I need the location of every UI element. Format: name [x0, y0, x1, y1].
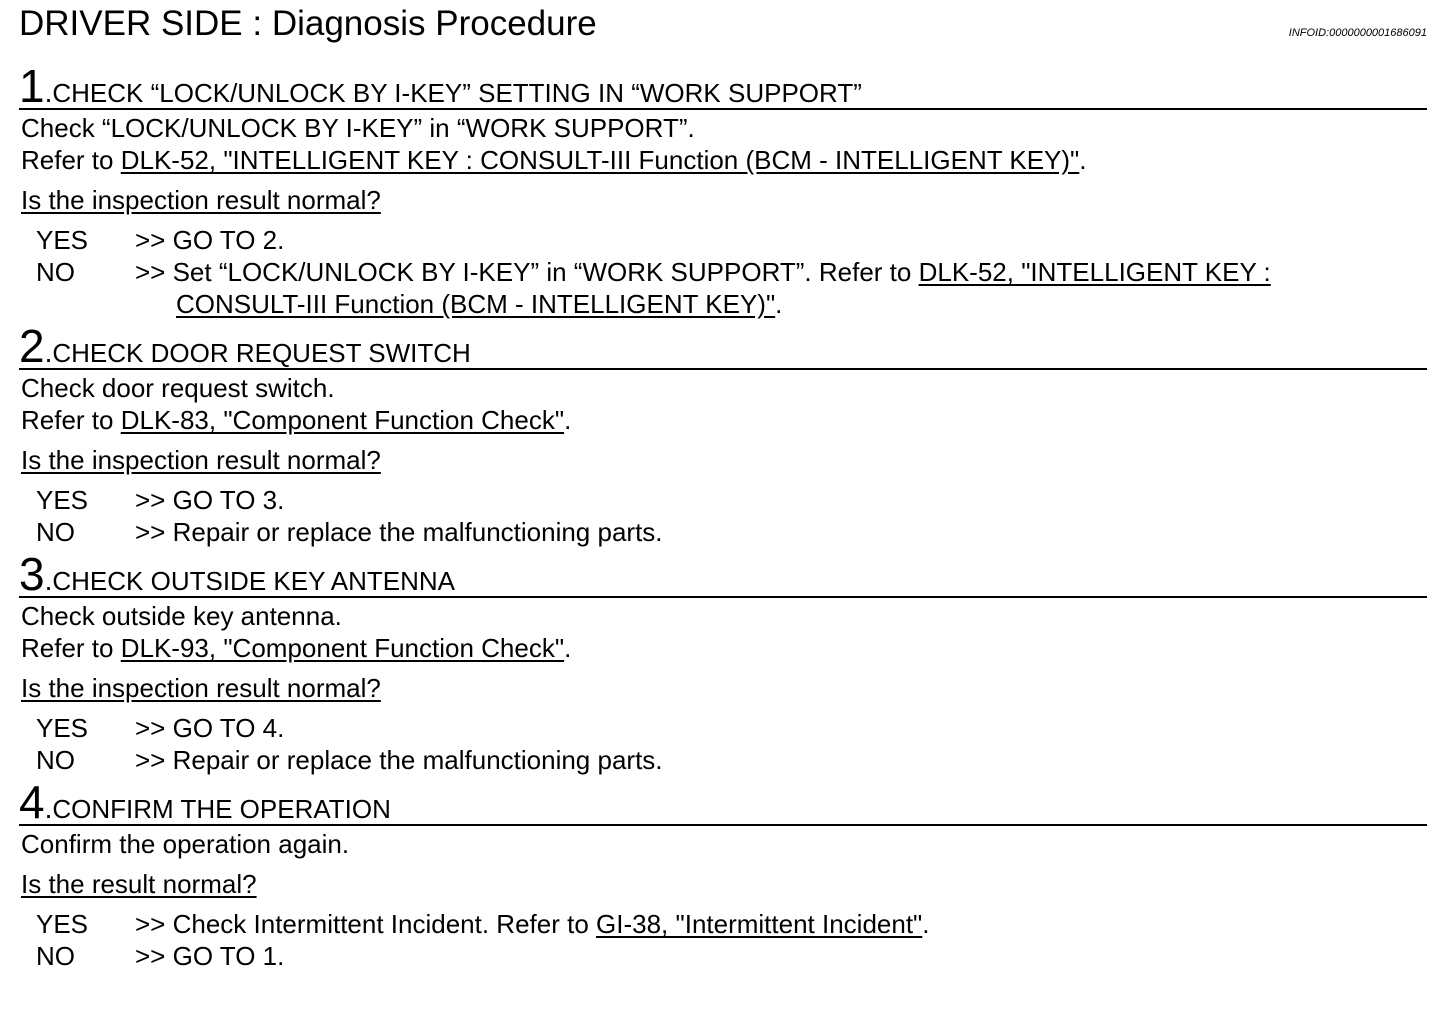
answer-text: >> GO TO 2. [135, 225, 285, 255]
step-title: CHECK OUTSIDE KEY ANTENNA [52, 566, 455, 596]
answer-yes [19, 908, 1427, 940]
instruction-text: Check outside key antenna. [21, 601, 342, 631]
answer-text: >> GO TO 1. [135, 941, 285, 971]
answer-no [19, 940, 1427, 972]
refer-line: Refer to DLK-52, "INTELLIGENT KEY : CONSULT-III Function (BCM - INTELLIGENT KEY)". [21, 145, 1087, 175]
info-id: INFOID:0000000001686091 [1288, 27, 1427, 39]
refer-line: Refer to DLK-93, "Component Function Check". [21, 633, 572, 663]
answer-text: >> GO TO 4. [135, 713, 285, 743]
answer-yes [19, 484, 1427, 516]
answer-text: >> Set “LOCK/UNLOCK BY I-KEY” in “WORK SUPPORT”. Refer to DLK-52, "INTELLIGENT KEY : CONSULT-III Function (BCM - INTELLIGENT KEY)". [135, 257, 1271, 319]
step-heading [19, 320, 1427, 370]
step-4 [19, 776, 1427, 972]
step-heading [19, 776, 1427, 826]
step-dot: . [44, 77, 53, 108]
answer-yes [19, 712, 1427, 744]
step-dot: . [44, 337, 53, 368]
answer-text: >> Repair or replace the malfunctioning parts. [135, 517, 663, 547]
step-dot: . [44, 793, 53, 824]
step-heading [19, 60, 1427, 110]
answer-label: NO [36, 257, 75, 287]
step-dot: . [44, 565, 53, 596]
reference-link[interactable]: GI-38, "Intermittent Incident" [596, 909, 923, 939]
step-number: 4 [19, 776, 45, 828]
answer-text: >> GO TO 3. [135, 485, 285, 515]
reference-link[interactable]: DLK-52, "INTELLIGENT KEY : [918, 257, 1271, 287]
step-title: CHECK “LOCK/UNLOCK BY I-KEY” SETTING IN “WORK SUPPORT” [52, 78, 862, 108]
step-number: 1 [19, 60, 45, 112]
reference-link-continued[interactable]: CONSULT-III Function (BCM - INTELLIGENT KEY)" [176, 289, 776, 319]
step-2 [19, 320, 1427, 548]
answer-yes [19, 224, 1427, 256]
document-page [19, 0, 1427, 972]
answer-text: >> Check Intermittent Incident. Refer to GI-38, "Intermittent Incident". [135, 909, 930, 939]
answer-label: NO [36, 941, 75, 971]
answer-label: YES [36, 713, 89, 743]
instruction-text: Confirm the operation again. [21, 829, 350, 859]
answer-no [19, 744, 1427, 776]
instruction-text: Check “LOCK/UNLOCK BY I-KEY” in “WORK SUPPORT”. [21, 113, 695, 143]
page-title: DRIVER SIDE : Diagnosis Procedure [19, 4, 597, 43]
answer-label: YES [36, 909, 89, 939]
question-text: Is the inspection result normal? [21, 185, 381, 215]
step-1 [19, 60, 1427, 320]
question-text: Is the inspection result normal? [21, 673, 381, 703]
refer-line: Refer to DLK-83, "Component Function Check". [21, 405, 572, 435]
step-number: 3 [19, 548, 45, 600]
step-title: CONFIRM THE OPERATION [52, 794, 391, 824]
step-3 [19, 548, 1427, 776]
page-header [19, 0, 1427, 60]
step-heading [19, 548, 1427, 598]
reference-link[interactable]: DLK-52, "INTELLIGENT KEY : CONSULT-III Function (BCM - INTELLIGENT KEY)" [120, 145, 1080, 175]
answer-no [19, 516, 1427, 548]
instruction-text: Check door request switch. [21, 373, 335, 403]
answer-no [19, 256, 1427, 320]
answer-text: >> Repair or replace the malfunctioning parts. [135, 745, 663, 775]
step-title: CHECK DOOR REQUEST SWITCH [52, 338, 471, 368]
answer-label: NO [36, 517, 75, 547]
question-text: Is the result normal? [21, 869, 257, 899]
answer-label: NO [36, 745, 75, 775]
question-text: Is the inspection result normal? [21, 445, 381, 475]
answer-label: YES [36, 485, 89, 515]
answer-label: YES [36, 225, 89, 255]
step-number: 2 [19, 320, 45, 372]
reference-link[interactable]: DLK-93, "Component Function Check" [120, 633, 565, 663]
reference-link[interactable]: DLK-83, "Component Function Check" [120, 405, 565, 435]
